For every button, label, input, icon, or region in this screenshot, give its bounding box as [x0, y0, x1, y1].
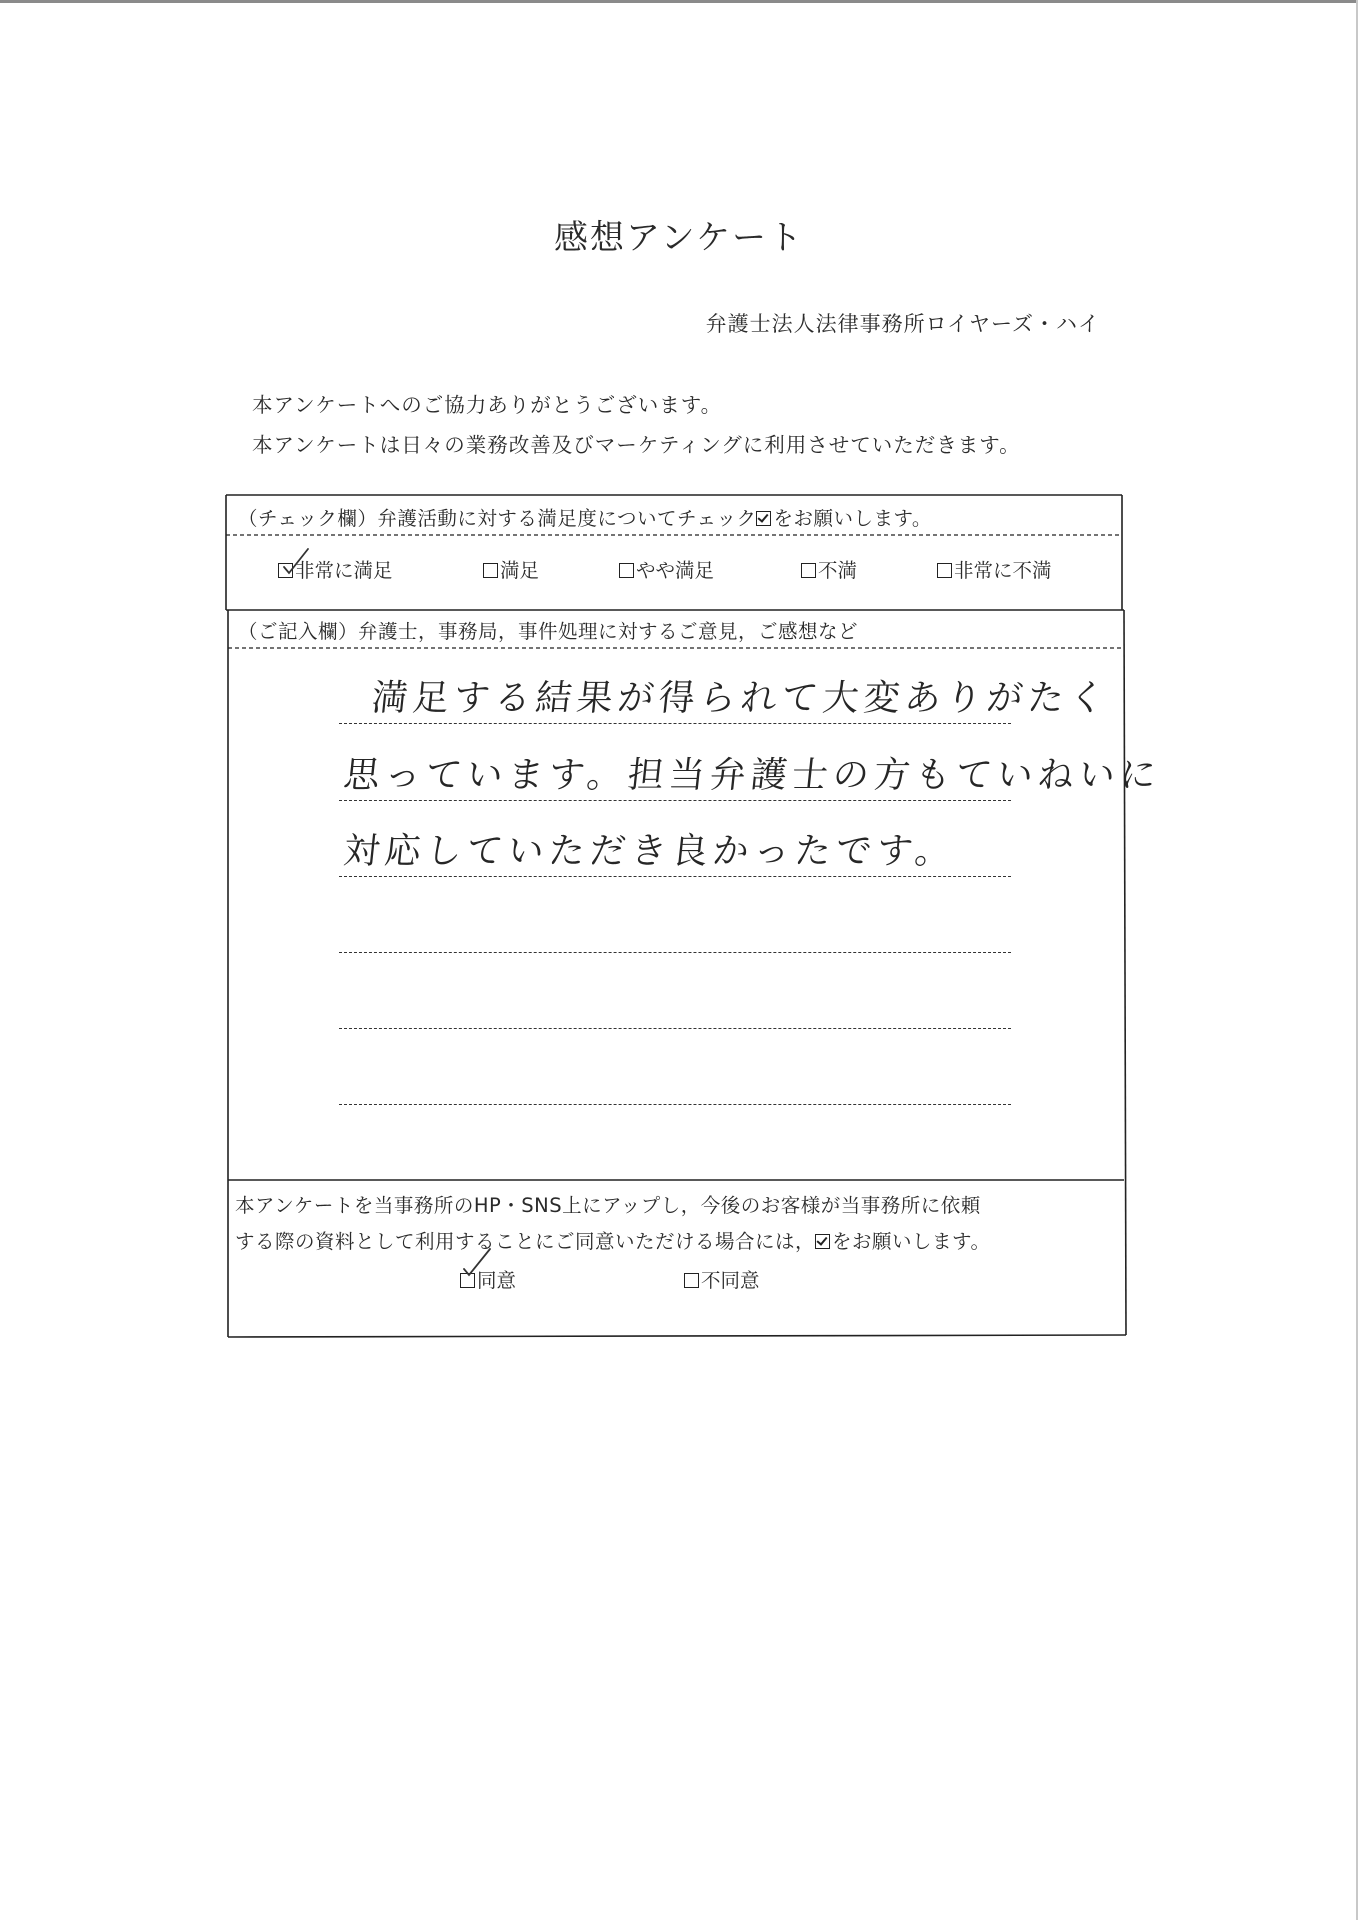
- checkbox-disagree[interactable]: [684, 1273, 699, 1288]
- consent-line-2: [235, 1226, 990, 1254]
- comments-header: （ご記入欄）弁護士，事務局，事件処理に対するご意見，ご感想など: [238, 620, 859, 643]
- satisfaction-header-prefix: （チェック欄）弁護活動に対する満足度についてチェック: [238, 507, 757, 530]
- comment-line-2[interactable]: [339, 755, 1163, 801]
- handwritten-comment-3: 対応していただき良かったです。: [341, 831, 958, 872]
- option-label: 満足: [500, 559, 540, 582]
- comment-line-6[interactable]: [339, 1068, 1011, 1105]
- checkbox-satisfied[interactable]: [483, 563, 498, 578]
- option-label: やや満足: [636, 559, 715, 582]
- option-label: 不同意: [701, 1269, 760, 1292]
- satisfaction-header-suffix: をお願いします。: [773, 507, 932, 530]
- intro-line-1: 本アンケートへのご協力ありがとうございます。: [252, 393, 723, 417]
- survey-form: [226, 495, 1163, 1337]
- option-label: 非常に満足: [295, 559, 393, 582]
- checkbox-sample-icon: [815, 1234, 830, 1249]
- consent-line-1: 本アンケートを当事務所のHP・SNS上にアップし，今後のお客様が当事務所に依頼: [235, 1194, 981, 1217]
- option-dissatisfied[interactable]: [801, 555, 857, 583]
- handwritten-comment-1: 満足する結果が得られて大変ありがたく: [369, 678, 1112, 719]
- page-title: 感想アンケート: [554, 218, 804, 258]
- consent-line-2-prefix: する際の資料として利用することにご同意いただける場合には，: [235, 1230, 816, 1253]
- comment-line-5[interactable]: [339, 992, 1011, 1029]
- option-label: 不満: [818, 559, 858, 582]
- consent-line-2-suffix: をお願いします。: [832, 1230, 991, 1253]
- checkbox-very-dissatisfied[interactable]: [937, 563, 952, 578]
- option-label: 非常に不満: [954, 559, 1052, 582]
- firm-name: 弁護士法人法律事務所ロイヤーズ・ハイ: [705, 312, 1100, 336]
- option-somewhat-satisfied[interactable]: [619, 555, 714, 583]
- intro-line-2: 本アンケートは日々の業務改善及びマーケティングに利用させていただきます。: [252, 433, 1021, 457]
- option-very-dissatisfied[interactable]: [937, 555, 1052, 583]
- comment-line-3[interactable]: [339, 831, 1011, 877]
- option-label: 同意: [477, 1269, 517, 1292]
- comment-line-1[interactable]: [339, 678, 1112, 724]
- satisfaction-header: [238, 503, 932, 531]
- option-satisfied[interactable]: [483, 555, 539, 583]
- handwritten-check-icon: [462, 1247, 492, 1277]
- comment-line-4[interactable]: [339, 916, 1011, 953]
- scan-edge-top: [0, 0, 1358, 3]
- checkbox-somewhat-satisfied[interactable]: [619, 563, 634, 578]
- checkbox-sample-icon: [756, 511, 771, 526]
- handwritten-check-icon: [282, 547, 312, 577]
- option-disagree[interactable]: [684, 1265, 760, 1293]
- checkbox-dissatisfied[interactable]: [801, 563, 816, 578]
- handwritten-comment-2: 思っています。担当弁護士の方もていねいに: [341, 755, 1163, 796]
